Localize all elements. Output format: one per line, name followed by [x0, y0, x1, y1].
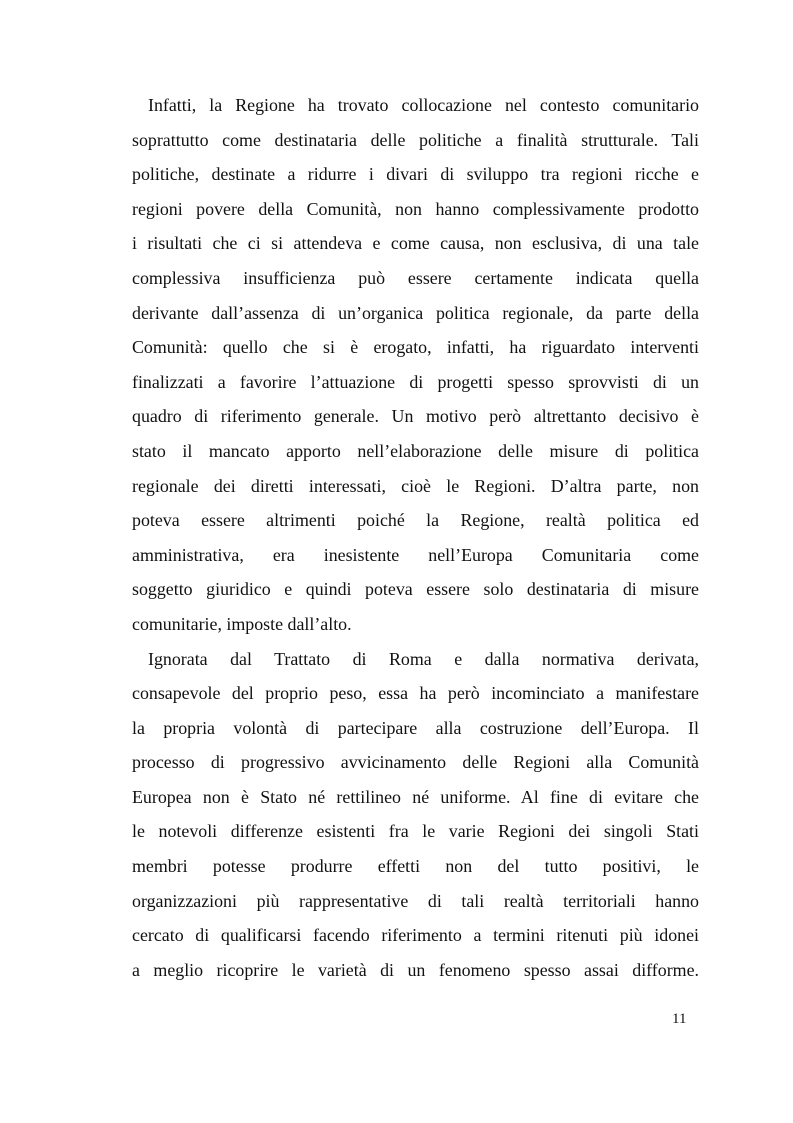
text-line: la propria volontà di partecipare alla costruzione dell’Europa. Il: [132, 717, 699, 738]
text-line: derivante dall’assenza di un’organica politica regionale, da parte della: [132, 302, 699, 323]
text-line: a meglio ricoprire le varietà di un fenomeno spesso assai difforme.: [132, 959, 699, 980]
text-line: regionale dei diretti interessati, cioè le Regioni. D’altra parte, non: [132, 475, 699, 496]
text-line: regioni povere della Comunità, non hanno complessivamente prodotto: [132, 198, 699, 219]
text-line: quadro di riferimento generale. Un motivo però altrettanto decisivo è: [132, 406, 699, 427]
text-line: complessiva insufficienza può essere certamente indicata quella: [132, 267, 699, 288]
text-line: Comunità: quello che si è erogato, infatti, ha riguardato interventi: [132, 337, 699, 358]
text-line: consapevole del proprio peso, essa ha però incominciato a manifestare: [132, 683, 699, 704]
text-line: politiche, destinate a ridurre i divari di sviluppo tra regioni ricche e: [132, 164, 699, 185]
paragraph-2: [132, 642, 699, 988]
page-number: 11: [672, 1011, 687, 1027]
text-line: soggetto giuridico e quindi poteva essere solo destinataria di misure: [132, 579, 699, 600]
text-line: le notevoli differenze esistenti fra le varie Regioni dei singoli Stati: [132, 821, 699, 842]
text-line: cercato di qualificarsi facendo riferimento a termini ritenuti più idonei: [132, 925, 699, 946]
text-line: poteva essere altrimenti poiché la Regione, realtà politica ed: [132, 510, 699, 531]
text-line: organizzazioni più rappresentative di tali realtà territoriali hanno: [132, 890, 699, 911]
text-line: processo di progressivo avvicinamento delle Regioni alla Comunità: [132, 752, 699, 773]
text-line: comunitarie, imposte dall’alto.: [132, 613, 352, 634]
text-line: Infatti, la Regione ha trovato collocazione nel contesto comunitario: [148, 95, 699, 115]
paragraph-1: [132, 88, 699, 642]
text-line: finalizzati a favorire l’attuazione di progetti spesso sprovvisti di un: [132, 371, 699, 392]
text-line: stato il mancato apporto nell’elaborazione delle misure di politica: [132, 440, 699, 461]
text-line: Europea non è Stato né rettilineo né uniforme. Al fine di evitare che: [132, 786, 699, 807]
text-line: membri potesse produrre effetti non del tutto positivi, le: [132, 856, 699, 877]
page-body: [132, 88, 699, 987]
text-line: Ignorata dal Trattato di Roma e dalla normativa derivata,: [148, 648, 699, 669]
text-line: i risultati che ci si attendeva e come causa, non esclusiva, di una tale: [132, 233, 699, 254]
text-line: soprattutto come destinataria delle politiche a finalità strutturale. Tali: [132, 129, 699, 150]
text-line: amministrativa, era inesistente nell’Europa Comunitaria come: [132, 544, 699, 565]
